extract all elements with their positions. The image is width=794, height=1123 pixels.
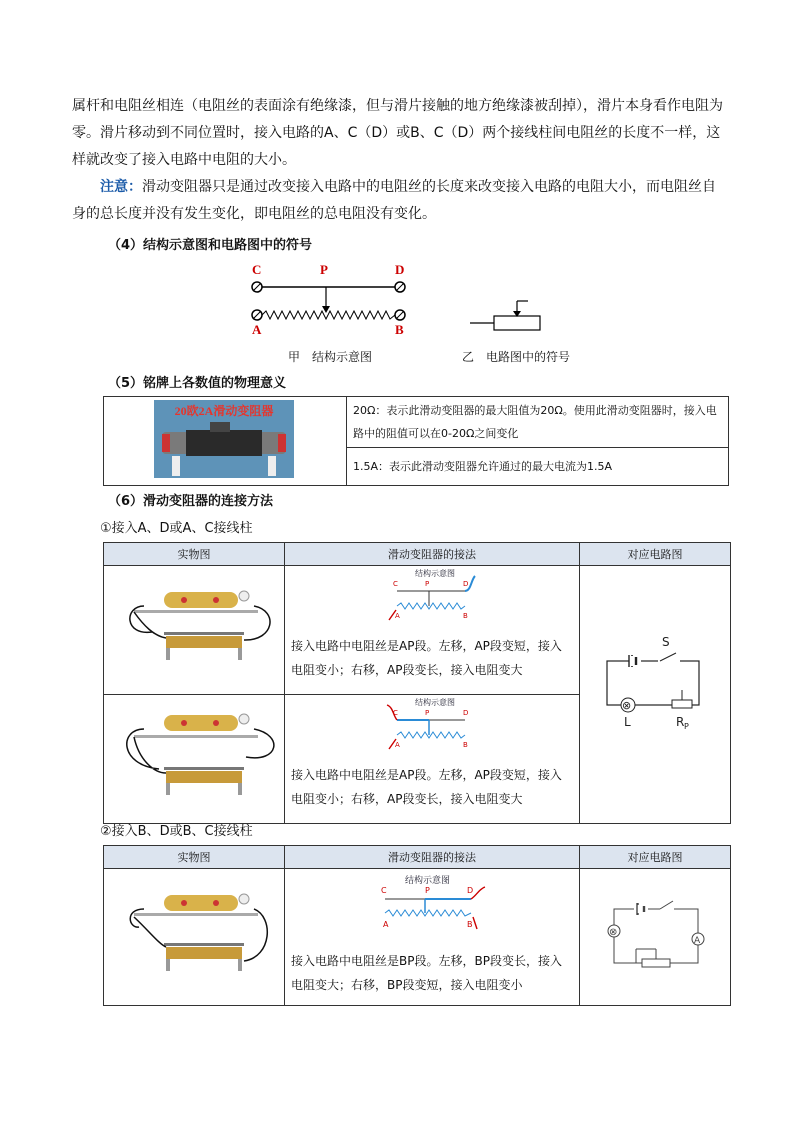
wiring-diagram [285, 566, 579, 622]
header-method-2: 滑动变阻器的接法 [285, 846, 580, 869]
method-cell-2 [285, 695, 580, 824]
header-method: 滑动变阻器的接法 [285, 543, 580, 566]
label-c: C [252, 262, 262, 277]
structure-diagram [240, 258, 420, 338]
circuit-cell-1 [580, 566, 731, 824]
note-paragraph [72, 174, 724, 228]
subheading-ad-ac: ①接入A、D或A、C接线柱 [100, 521, 253, 536]
nameplate-photo-cell [104, 397, 347, 486]
intro-paragraph: 属杆和电阻丝相连（电阻丝的表面涂有绝缘漆，但与滑片接触的地方绝缘漆被刮掉），滑片本身看作电阻为零。滑片移动到不同位置时，接入电路的A、C（D）或B、C（D）两个接线柱间电阻丝的长度不一样，这样就改变了接入电路中电阻的大小。 [72, 98, 723, 168]
circuit-diagram-1 [580, 566, 730, 814]
label-p: P [320, 262, 328, 277]
photo-cell-2 [104, 695, 285, 824]
section4-heading: （4）结构示意图和电路图中的符号 [108, 238, 313, 253]
apparatus-illustration [104, 566, 284, 690]
circuit-cell-2 [580, 869, 731, 1006]
circuit-diagram-2 [580, 869, 730, 1001]
header-photo: 实物图 [104, 543, 285, 566]
nameplate-table [103, 396, 729, 486]
rheostat-photo [154, 400, 294, 478]
apparatus-illustration-2 [104, 695, 284, 819]
svg-text:B: B [467, 920, 473, 929]
photo-cell-1 [104, 566, 285, 695]
caption-symbol: 乙 电路图中的符号 [462, 350, 571, 364]
svg-text:B: B [463, 612, 468, 620]
header-photo-2: 实物图 [104, 846, 285, 869]
rheostat-label: R [676, 715, 685, 729]
apparatus-illustration-3 [104, 869, 284, 1001]
svg-text:D: D [463, 580, 469, 588]
diagram-title-2: 结构示意图 [415, 698, 455, 707]
subheading-bd-bc: ②接入B、D或B、C接线柱 [100, 824, 253, 839]
caption-structure: 甲 结构示意图 [288, 350, 373, 364]
wiring-diagram-2 [285, 695, 579, 751]
svg-text:C: C [381, 886, 387, 895]
section5-heading: （5）铭牌上各数值的物理意义 [108, 376, 287, 391]
svg-text:A: A [395, 741, 400, 749]
diagram-title-3: 结构示意图 [405, 876, 451, 886]
resistance-wire [262, 311, 395, 319]
lamp-symbol: ⊗ [622, 699, 632, 712]
photo-title: 20欧2A滑动变阻器 [174, 404, 274, 418]
header-circuit-2: 对应电路图 [580, 846, 731, 869]
wiring-diagram-3 [285, 869, 579, 931]
method-text-2: 接入电路中电阻丝是AP段。左移，AP段变短，接入电阻变小；右移，AP段变长，接入电阻变大 [291, 768, 562, 806]
svg-text:P: P [425, 709, 430, 717]
lamp-symbol-2: ⊗ [609, 927, 618, 938]
rheostat-subscript: P [684, 722, 689, 731]
connection-table-1 [103, 542, 731, 824]
label-a: A [252, 322, 262, 337]
svg-text:D: D [467, 886, 474, 895]
method-text-1: 接入电路中电阻丝是AP段。左移，AP段变短，接入电阻变小；右移，AP段变长，接入电阻变大 [291, 639, 562, 677]
svg-text:C: C [393, 709, 398, 717]
slider-arrow [322, 306, 330, 313]
svg-text:P: P [425, 580, 430, 588]
diagram-title: 结构示意图 [415, 569, 455, 578]
note-label: 注意： [100, 179, 142, 195]
svg-text:P: P [425, 886, 430, 895]
circuit-symbol [468, 295, 548, 335]
svg-text:A: A [383, 920, 389, 929]
photo-cell-3 [104, 869, 285, 1006]
svg-text:A: A [395, 612, 400, 620]
method-text-3: 接入电路中电阻丝是BP段。左移，BP段变长，接入电阻变大；右移，BP段变短，接入电阻变小 [291, 954, 562, 992]
ammeter-symbol: A [694, 936, 701, 946]
svg-text:D: D [463, 709, 469, 717]
method-cell-3 [285, 869, 580, 1006]
switch-label: S [662, 635, 670, 649]
method-cell-1 [285, 566, 580, 695]
header-circuit: 对应电路图 [580, 543, 731, 566]
nameplate-current: 1.5A：表示此滑动变阻器允许通过的最大电流为1.5A [347, 448, 729, 486]
section6-heading: （6）滑动变阻器的连接方法 [108, 494, 274, 509]
label-b: B [395, 322, 404, 337]
nameplate-resistance: 20Ω：表示此滑动变阻器的最大阻值为20Ω。使用此滑动变阻器时，接入电路中的阻值可以在0-20Ω之间变化 [347, 397, 729, 448]
svg-text:C: C [393, 580, 398, 588]
connection-table-2 [103, 845, 731, 1006]
note-text: 滑动变阻器只是通过改变接入电路中的电阻丝的长度来改变接入电路的电阻大小，而电阻丝自身的总长度并没有发生变化，即电阻丝的总电阻没有变化。 [72, 179, 716, 222]
svg-text:B: B [463, 741, 468, 749]
lamp-label: L [624, 715, 631, 729]
label-d: D [395, 262, 405, 277]
